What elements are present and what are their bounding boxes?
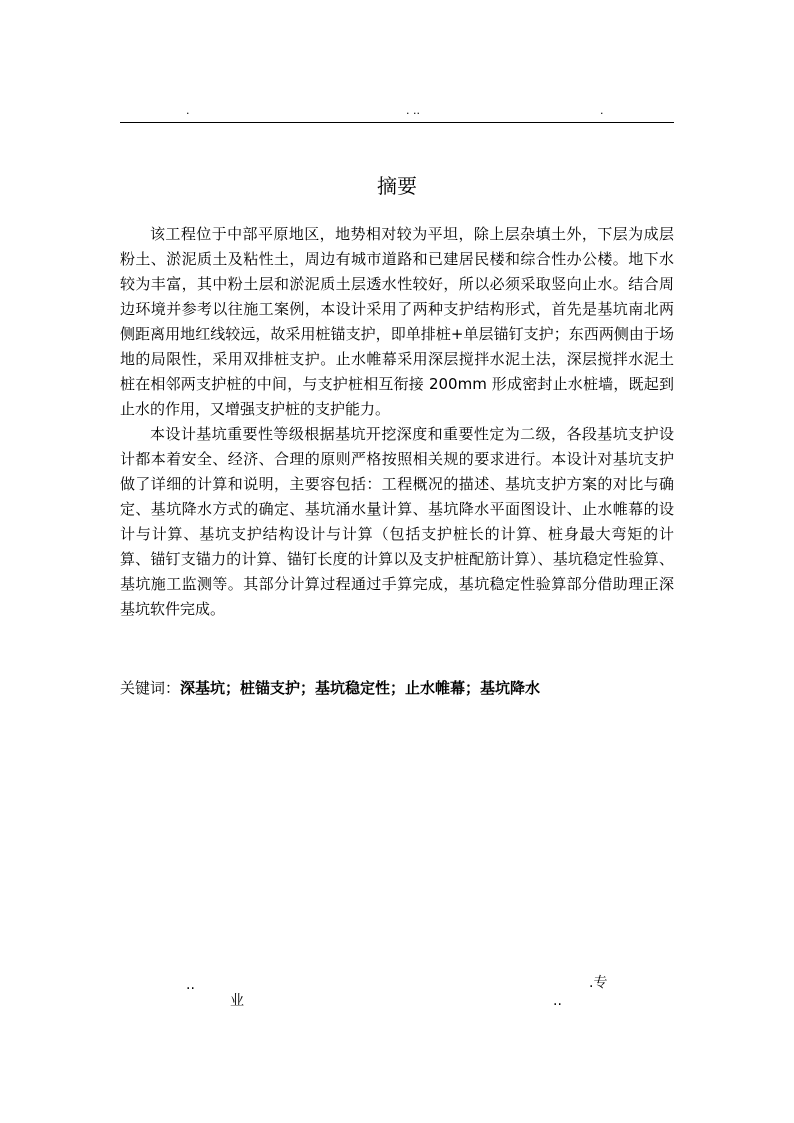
abstract-paragraph-1: 该工程位于中部平原地区，地势相对较为平坦，除上层杂填土外，下层为成层粉土、淤泥质土及粘性土，周边有城市道路和已建居民楼和综合性办公楼。地下水较为丰富，其中粉土层和淤泥质土层透水性较好，所以必须采取竖向止水。结合周边环境并参考以往施工案例，本设计采用了两种支护结构形式，首先是基坑南北两侧距离用地红线较远，故采用桩锚支护，即单排桩+单层锚钉支护；东西两侧由于场地的局限性，采用双排桩支护。止水帷幕采用深层搅拌水泥土法，深层搅拌水泥土桩在相邻两支护桩的中间，与支护桩相互衔接 200mm 形成密封止水桩墙，既起到止水的作用，又增强支护桩的支护能力。	[120, 225, 674, 418]
header-mark-center: . ..	[406, 104, 420, 117]
keywords-value: 深基坑；桩锚支护；基坑稳定性；止水帷幕；基坑降水	[180, 679, 541, 697]
footer-right-dots: ..	[553, 993, 562, 1009]
page-title: 摘要	[377, 174, 417, 198]
footer-left-dots: ..	[186, 977, 195, 993]
header-mark-right: .	[600, 104, 604, 117]
header-rule	[120, 122, 674, 123]
abstract-body	[120, 222, 674, 622]
abstract-paragraph-2: 本设计基坑重要性等级根据基坑开挖深度和重要性定为二级，各段基坑支护设计都本着安全、经济、合理的原则严格按照相关规的要求进行。本设计对基坑支护做了详细的计算和说明，主要容包括：工程概况的描述、基坑支护方案的对比与确定、基坑降水方式的确定、基坑涌水量计算、基坑降水平面图设计、止水帷幕的设计与计算、基坑支护结构设计与计算（包括支护桩长的计算、桩身最大弯矩的计算、锚钉支锚力的计算、锚钉长度的计算以及支护桩配筋计算）、基坑稳定性验算、基坑施工监测等。其部分计算过程通过手算完成，基坑稳定性验算部分借助理正深基坑软件完成。	[120, 425, 674, 618]
footer-right-text: .专	[589, 975, 608, 991]
keywords-label: 关键词：	[120, 679, 181, 697]
keywords-line	[120, 676, 674, 701]
footer-left-char: 业	[230, 993, 244, 1009]
header-mark-left: .	[186, 104, 190, 117]
